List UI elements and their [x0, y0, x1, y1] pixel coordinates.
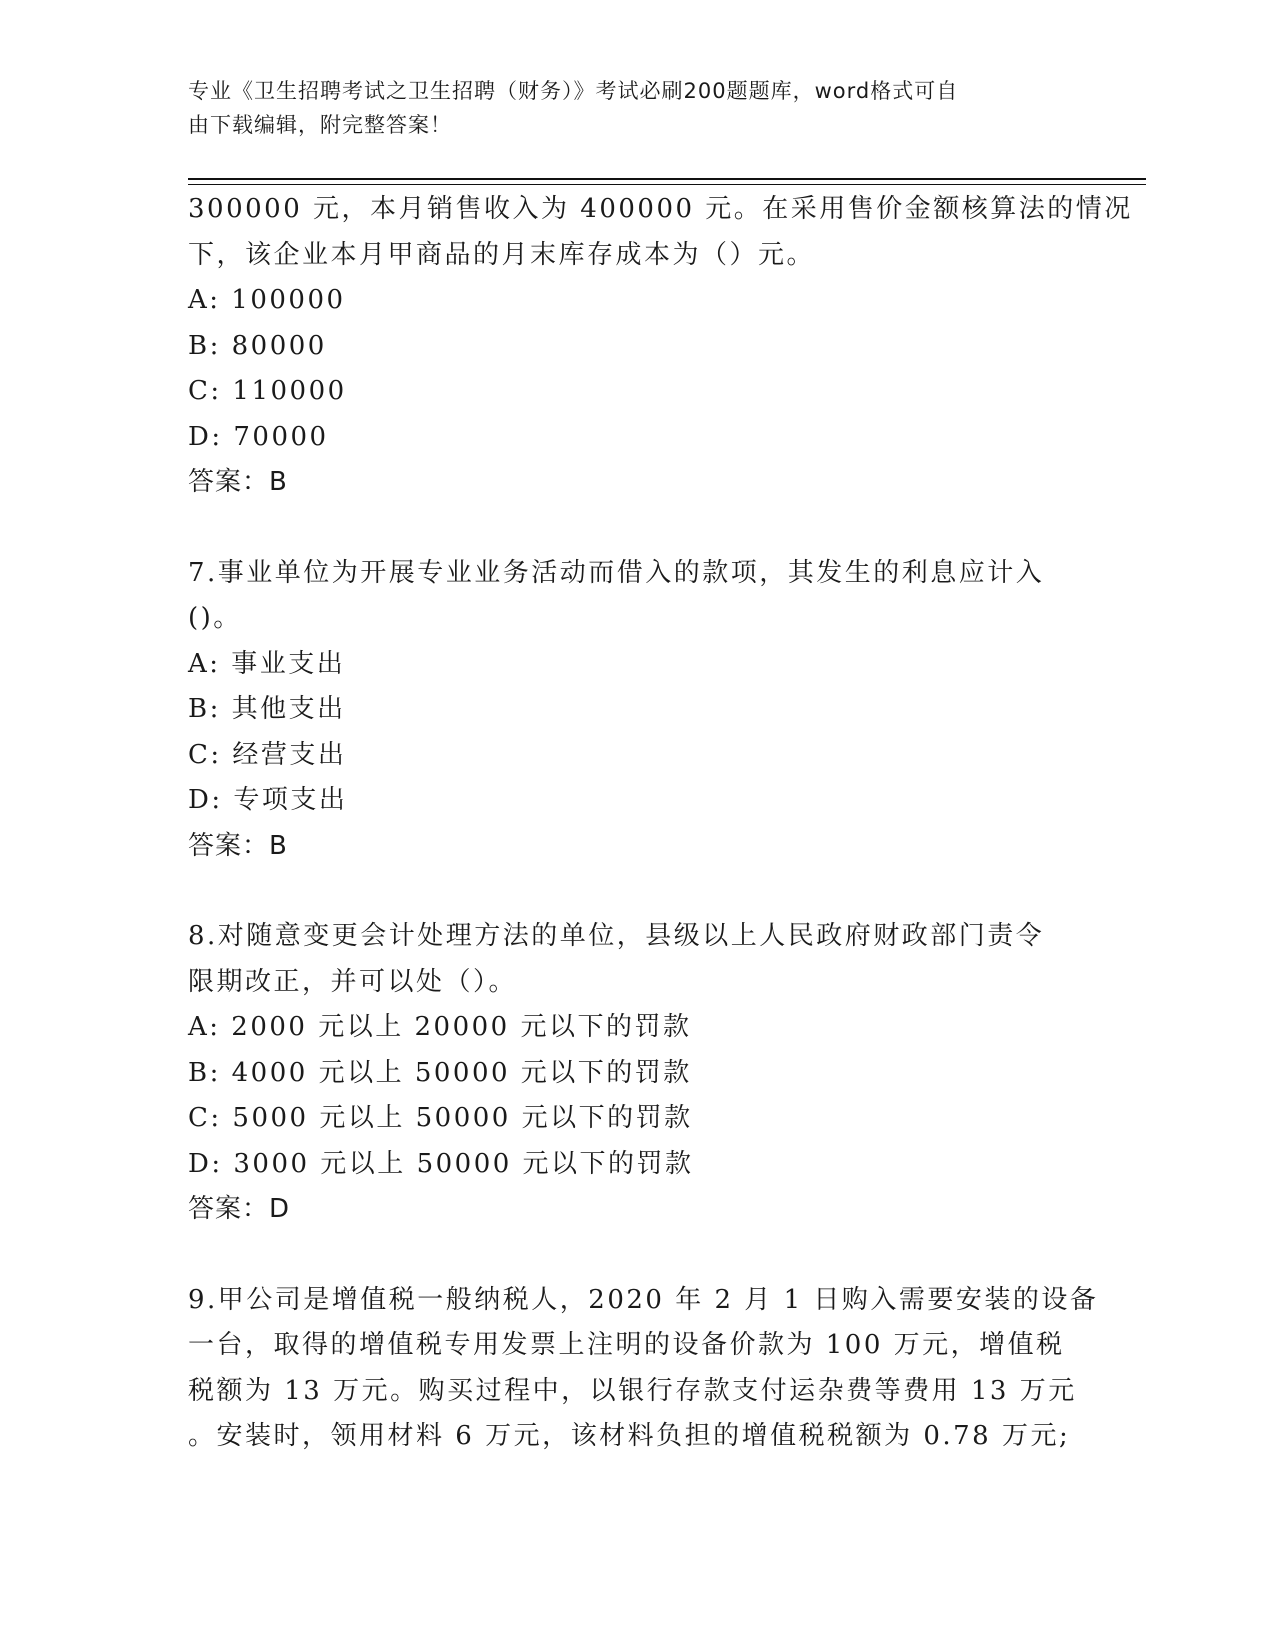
question-8-option-c: C: 5000 元以上 50000 元以下的罚款	[188, 1103, 693, 1133]
question-9-text-line-4: 。安装时，领用材料 6 万元，该材料负担的增值税税额为 0.78 万元;	[188, 1421, 1071, 1451]
question-6-option-a: A: 100000	[188, 285, 346, 315]
question-8-text-line-1: 8.对随意变更会计处理方法的单位，县级以上人民政府财政部门责令	[188, 921, 1045, 951]
header-line-2: 由下载编辑，附完整答案！	[188, 113, 452, 137]
question-9-text-line-3: 税额为 13 万元。购买过程中，以银行存款支付运杂费等费用 13 万元	[188, 1375, 1077, 1406]
question-8	[188, 914, 1088, 1233]
question-7-answer: 答案：B	[188, 830, 288, 861]
question-7-option-d: D: 专项支出	[188, 785, 348, 815]
document-body	[188, 187, 1133, 1460]
spacer	[188, 1233, 1088, 1278]
spacer	[188, 869, 1088, 914]
question-8-option-a: A: 2000 元以上 20000 元以下的罚款	[188, 1012, 692, 1042]
question-9-text-line-2: 一台，取得的增值税专用发票上注明的设备价款为 100 万元，增值税	[188, 1330, 1065, 1360]
question-7-text-line-1: 7.事业单位为开展专业业务活动而借入的款项，其发生的利息应计入	[188, 557, 1045, 588]
document-header	[188, 74, 1068, 142]
question-7-option-a: A: 事业支出	[188, 648, 346, 679]
header-rule-thick	[188, 178, 1146, 180]
question-6-text-line-1: 300000 元，本月销售收入为 400000 元。在采用售价金额核算法的情况	[188, 194, 1133, 224]
question-6-option-d: D: 70000	[188, 421, 329, 452]
question-7-option-b: B: 其他支出	[188, 694, 346, 724]
question-9-text-line-1: 9.甲公司是增值税一般纳税人，2020 年 2 月 1 日购入需要安装的设备	[188, 1284, 1099, 1315]
question-8-option-b: B: 4000 元以上 50000 元以下的罚款	[188, 1057, 692, 1088]
question-6-answer: 答案：B	[188, 467, 288, 497]
question-7-text-line-2: ()。	[188, 603, 242, 633]
question-9	[188, 1278, 1099, 1460]
question-8-answer: 答案：D	[188, 1194, 291, 1224]
header-line-1: 专业《卫生招聘考试之卫生招聘（财务）》考试必刷200题题库，word格式可自	[188, 79, 959, 103]
question-8-text-line-2: 限期改正，并可以处（）。	[188, 966, 518, 997]
question-7-option-c: C: 经营支出	[188, 739, 347, 770]
question-8-option-d: D: 3000 元以上 50000 元以下的罚款	[188, 1148, 694, 1179]
question-7	[188, 551, 1088, 870]
question-6	[188, 187, 1133, 506]
question-6-text-line-2: 下，该企业本月甲商品的月末库存成本为（）元。	[188, 239, 816, 270]
question-6-option-b: B: 80000	[188, 330, 327, 361]
spacer	[188, 506, 1088, 551]
question-6-option-c: C: 110000	[188, 376, 347, 406]
header-rule-thin	[188, 184, 1146, 185]
